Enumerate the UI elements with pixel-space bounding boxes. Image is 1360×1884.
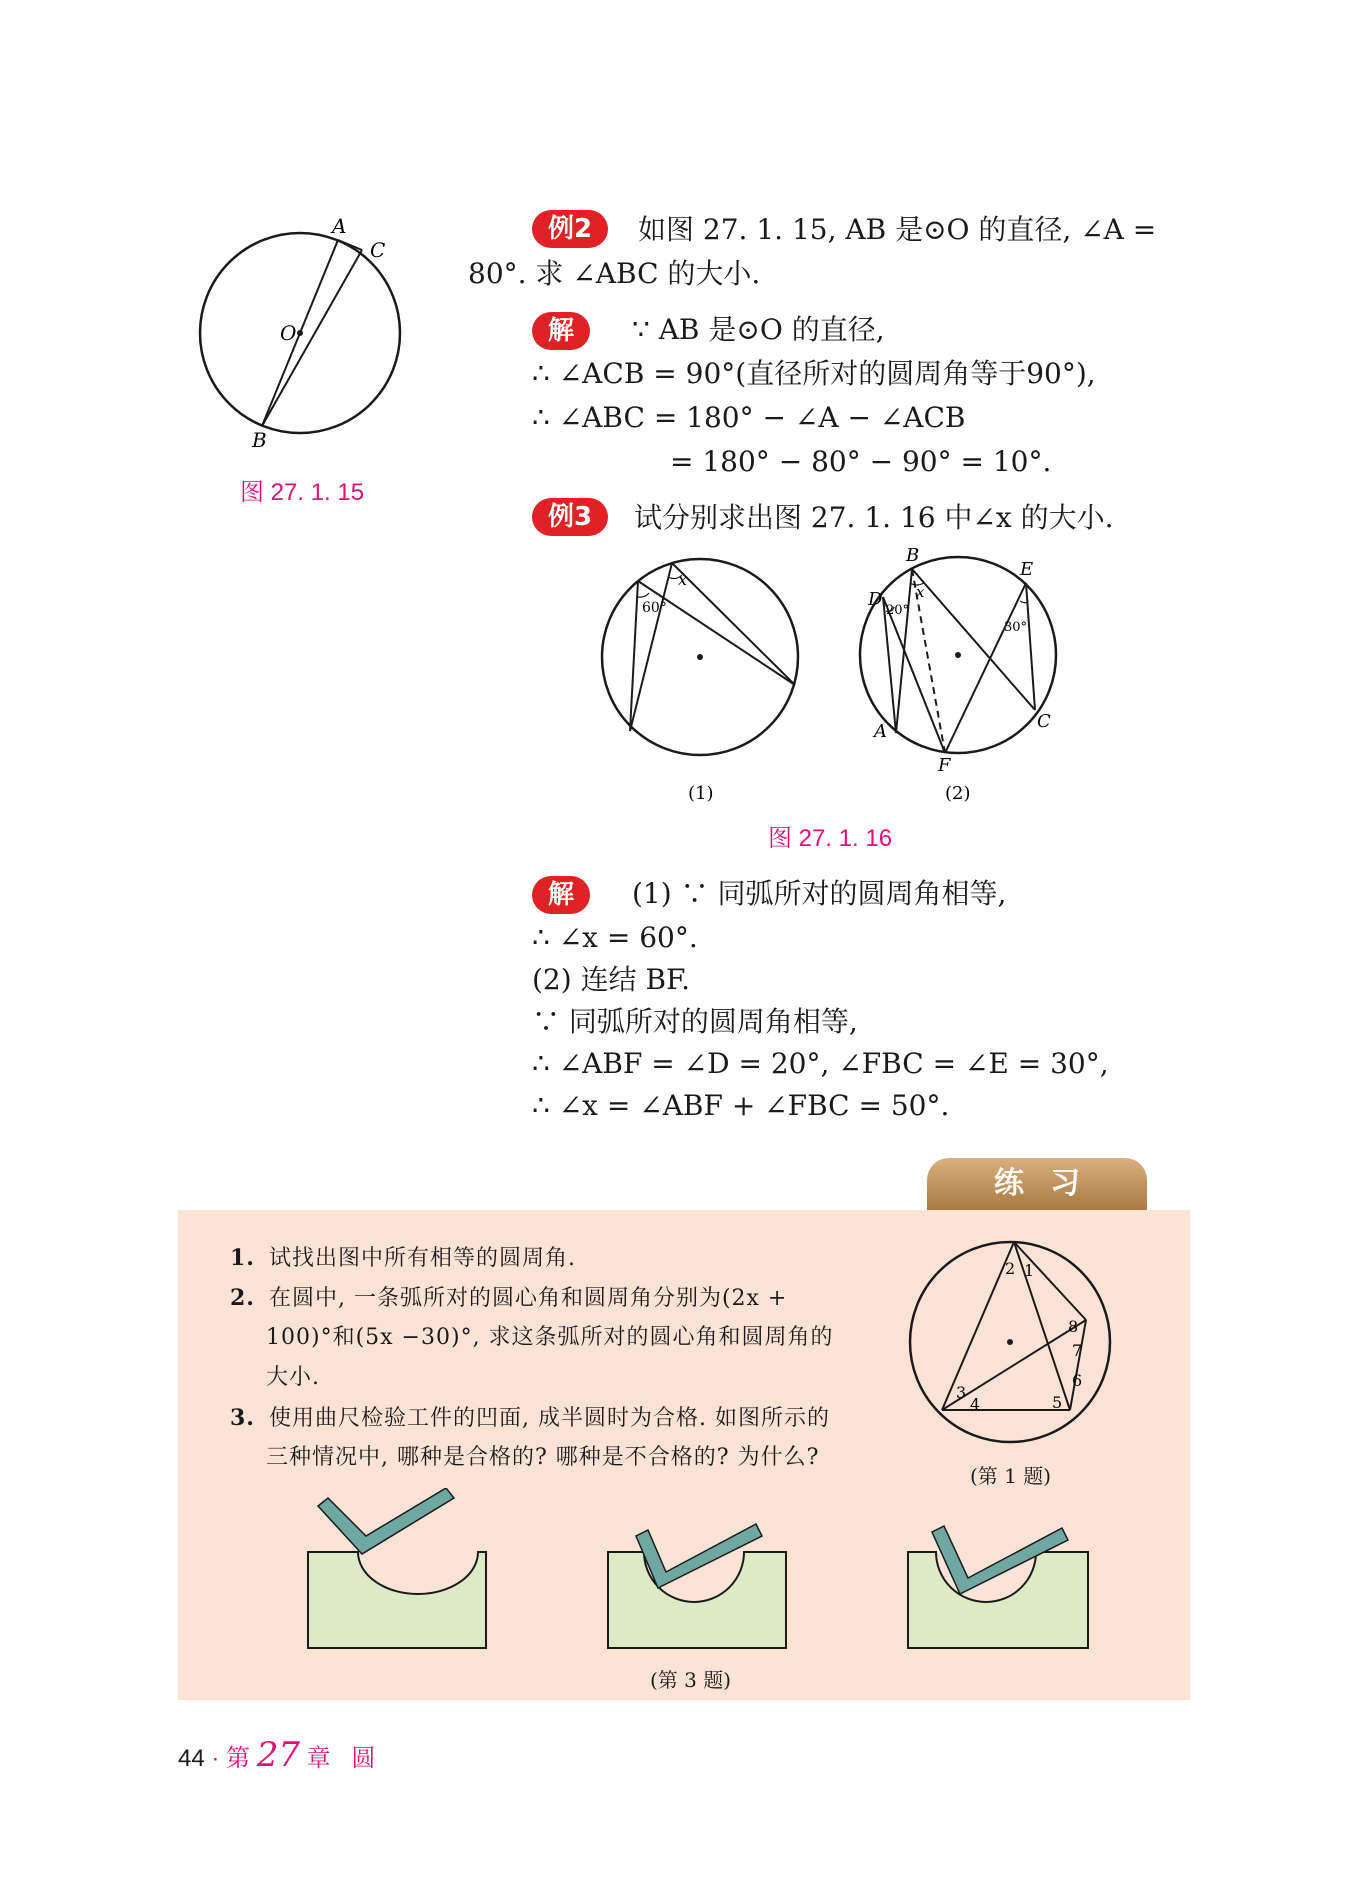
practice-q2-line3: 大小. — [266, 1365, 320, 1390]
chapter-suffix: 章 — [306, 1745, 331, 1772]
practice-q2-line1: 2. 在圆中, 一条弧所对的圆心角和圆周角分别为(2x + — [230, 1285, 788, 1311]
label-d: D — [868, 589, 883, 610]
practice-q2-line2: 100)°和(5x −30)°, 求这条弧所对的圆心角和圆周角的 — [266, 1325, 834, 1350]
chapter-prefix: 第 — [226, 1745, 251, 1772]
page-footer — [178, 1735, 375, 1775]
solution3-badge: 解 — [532, 876, 590, 914]
practice-tab: 练习 — [927, 1158, 1147, 1210]
angle-20-label: 20° — [886, 603, 910, 618]
practice-fig1-caption: (第 1 题) — [970, 1464, 1052, 1488]
angle-x-label-1: x — [678, 570, 688, 589]
label-o: O — [280, 321, 297, 345]
practice-fig1-num-4: 4 — [970, 1395, 981, 1414]
practice-fig1-num-2: 2 — [1005, 1259, 1016, 1278]
angle-60-label: 60° — [642, 600, 667, 616]
figure-27-1-15 — [190, 215, 430, 455]
caption-fig-27-1-15: 图 27. 1. 15 — [240, 479, 365, 506]
example2-line1: 如图 27. 1. 15, AB 是⊙O 的直径, ∠A = — [638, 213, 1157, 246]
page-number: 44 — [178, 1745, 205, 1772]
practice-q3-line2: 三种情况中, 哪种是合格的? 哪种是不合格的? 为什么? — [266, 1445, 820, 1470]
sub-figure-2-label: (2) — [945, 783, 971, 804]
practice-fig1-num-5: 5 — [1052, 1393, 1063, 1412]
solution2-line3: ∴ ∠ABC = 180° − ∠A − ∠ACB — [532, 401, 966, 434]
footer-dot: · — [211, 1745, 220, 1772]
example3-badge: 例3 — [532, 498, 608, 536]
example3-line1: 试分别求出图 27. 1. 16 中∠x 的大小. — [634, 501, 1114, 534]
workpiece-1 — [308, 1552, 486, 1648]
solution3-line6: ∴ ∠x = ∠ABF + ∠FBC = 50°. — [532, 1089, 950, 1122]
example2-badge: 例2 — [532, 210, 608, 248]
practice-fig1-num-7: 7 — [1072, 1341, 1083, 1360]
label-e: E — [1020, 559, 1034, 580]
practice-q1: 1. 试找出图中所有相等的圆周角. — [230, 1245, 576, 1271]
label-a: A — [332, 215, 347, 238]
practice-figure-1 — [900, 1230, 1120, 1450]
sub-figure-1-label: (1) — [688, 783, 714, 804]
chapter-title: 圆 — [351, 1745, 376, 1772]
practice-figure-3 — [296, 1488, 1106, 1658]
solution2-line4: = 180° − 80° − 90° = 10°. — [670, 445, 1052, 478]
solution2-line1: ∵ AB 是⊙O 的直径, — [632, 313, 885, 346]
solution2-badge: 解 — [532, 312, 590, 350]
label-a2: A — [874, 721, 887, 742]
label-c: C — [370, 238, 386, 262]
solution3-line5: ∴ ∠ABF = ∠D = 20°, ∠FBC = ∠E = 30°, — [532, 1047, 1109, 1080]
figure-27-1-16 — [590, 545, 1070, 810]
label-b2: B — [906, 545, 920, 566]
example2-line2: 80°. 求 ∠ABC 的大小. — [468, 257, 761, 290]
solution3-line3: (2) 连结 BF. — [532, 963, 691, 996]
solution3-line2: ∴ ∠x = 60°. — [532, 921, 698, 954]
practice-fig1-num-3: 3 — [956, 1383, 967, 1402]
practice-q3-line1: 3. 使用曲尺检验工件的凹面, 成半圆时为合格. 如图所示的 — [230, 1405, 830, 1431]
caption-fig-27-1-16: 图 27. 1. 16 — [768, 825, 893, 852]
chapter-number: 27 — [256, 1735, 300, 1775]
angle-x-label-2: x — [916, 583, 925, 601]
label-c2: C — [1037, 711, 1051, 732]
solution3-line1: (1) ∵ 同弧所对的圆周角相等, — [632, 877, 1007, 910]
practice-fig1-num-8: 8 — [1068, 1317, 1079, 1336]
practice-fig1-num-6: 6 — [1072, 1371, 1083, 1390]
solution2-line2: ∴ ∠ACB = 90°(直径所对的圆周角等于90°), — [532, 357, 1096, 390]
angle-30-label: 30° — [1004, 620, 1028, 635]
practice-fig3-caption: (第 3 题) — [650, 1668, 732, 1692]
label-f: F — [938, 755, 951, 776]
solution3-line4: ∵ 同弧所对的圆周角相等, — [532, 1005, 858, 1038]
ruler-1 — [318, 1488, 454, 1554]
practice-fig1-num-1: 1 — [1024, 1261, 1035, 1280]
label-b: B — [252, 428, 267, 452]
